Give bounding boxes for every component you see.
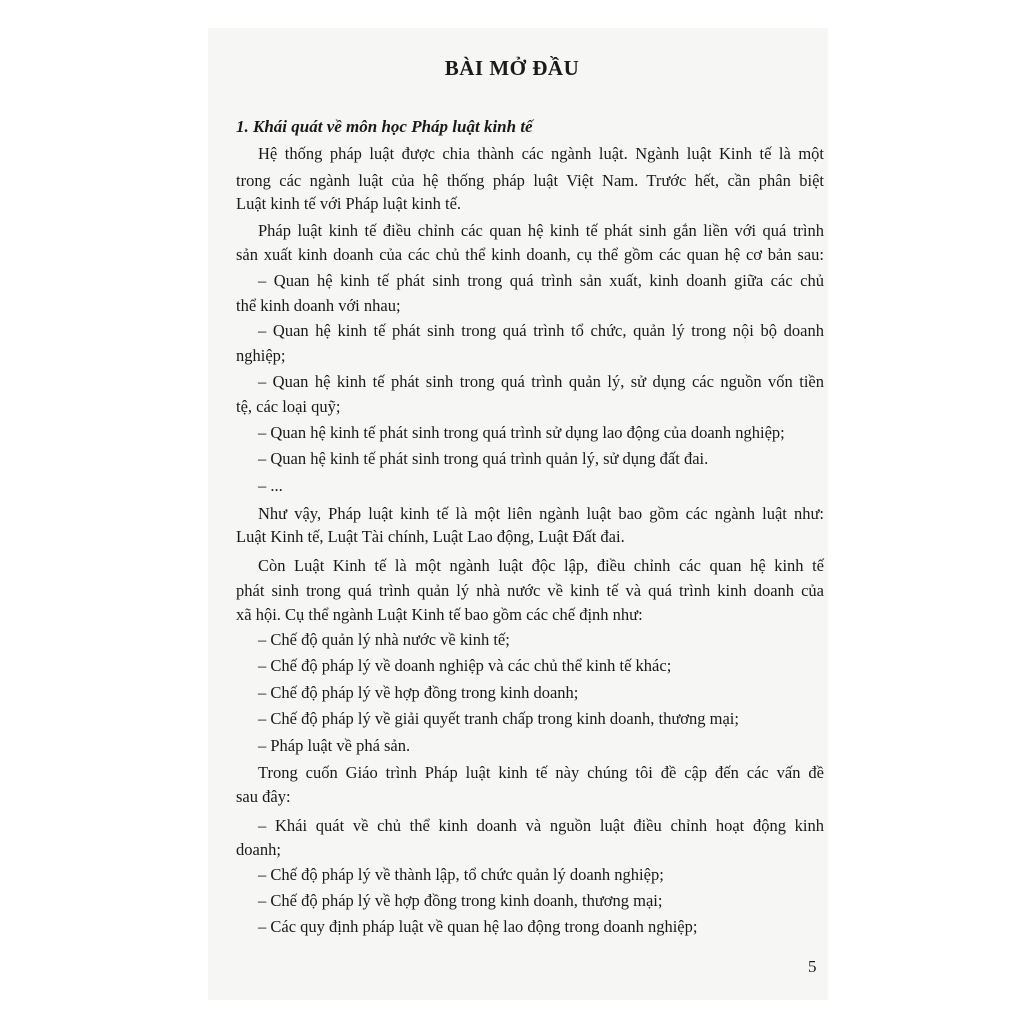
body-line: thể kinh doanh với nhau;: [236, 296, 401, 315]
body-line: – Quan hệ kinh tế phát sinh trong quá trình quản lý, sử dụng đất đai.: [258, 449, 709, 468]
body-line: – Chế độ pháp lý về doanh nghiệp và các chủ thể kinh tế khác;: [258, 656, 672, 675]
body-line: – Chế độ pháp lý về hợp đồng trong kinh doanh, thương mại;: [258, 891, 663, 910]
body-line: – ...: [258, 476, 283, 495]
body-line: Luật Kinh tế, Luật Tài chính, Luật Lao động, Luật Đất đai.: [236, 527, 625, 546]
body-line: – Quan hệ kinh tế phát sinh trong quá trình quản lý, sử dụng các nguồn vốn tiền: [258, 372, 824, 391]
body-line: Còn Luật Kinh tế là một ngành luật độc lập, điều chỉnh các quan hệ kinh tế: [258, 556, 824, 575]
body-line: – Các quy định pháp luật về quan hệ lao động trong doanh nghiệp;: [258, 917, 698, 936]
body-line: – Chế độ pháp lý về giải quyết tranh chấp trong kinh doanh, thương mại;: [258, 709, 739, 728]
body-line: doanh;: [236, 840, 281, 859]
body-line: Trong cuốn Giáo trình Pháp luật kinh tế này chúng tôi đề cập đến các vấn đề: [258, 763, 824, 782]
body-line: xã hội. Cụ thể ngành Luật Kinh tế bao gồm các chế định như:: [236, 605, 643, 624]
body-line: sản xuất kinh doanh của các chủ thể kinh doanh, cụ thể gồm các quan hệ cơ bản sau:: [236, 245, 824, 264]
body-line: Luật kinh tế với Pháp luật kinh tế.: [236, 194, 462, 213]
body-line: – Pháp luật về phá sản.: [258, 736, 411, 755]
body-line: tệ, các loại quỹ;: [236, 397, 341, 416]
body-line: sau đây:: [236, 787, 291, 806]
page-number: 5: [808, 957, 817, 976]
body-line: – Quan hệ kinh tế phát sinh trong quá trình sản xuất, kinh doanh giữa các chủ: [258, 271, 824, 290]
chapter-title: BÀI MỞ ĐẦU: [444, 56, 580, 80]
body-line: Như vậy, Pháp luật kinh tế là một liên ngành luật bao gồm các ngành luật như:: [258, 504, 824, 523]
body-line: – Chế độ pháp lý về hợp đồng trong kinh doanh;: [258, 683, 579, 702]
body-line: nghiệp;: [236, 346, 286, 365]
body-line: – Quan hệ kinh tế phát sinh trong quá trình sử dụng lao động của doanh nghiệp;: [258, 423, 785, 442]
body-line: phát sinh trong quá trình quản lý nhà nước về kinh tế và quá trình kinh doanh của: [236, 581, 824, 600]
section-heading: 1. Khái quát về môn học Pháp luật kinh tế: [236, 117, 533, 136]
body-line: – Quan hệ kinh tế phát sinh trong quá trình tổ chức, quản lý trong nội bộ doanh: [258, 321, 824, 340]
body-line: – Khái quát về chủ thể kinh doanh và nguồn luật điều chỉnh hoạt động kinh: [258, 816, 824, 835]
body-line: Pháp luật kinh tế điều chỉnh các quan hệ kinh tế phát sinh gắn liền với quá trình: [258, 221, 824, 240]
body-line: – Chế độ pháp lý về thành lập, tổ chức quản lý doanh nghiệp;: [258, 865, 664, 884]
body-line: Hệ thống pháp luật được chia thành các ngành luật. Ngành luật Kinh tế là một: [258, 144, 824, 163]
body-line: – Chế độ quản lý nhà nước về kinh tế;: [258, 630, 510, 649]
body-line: trong các ngành luật của hệ thống pháp luật Việt Nam. Trước hết, cần phân biệt: [236, 171, 824, 190]
